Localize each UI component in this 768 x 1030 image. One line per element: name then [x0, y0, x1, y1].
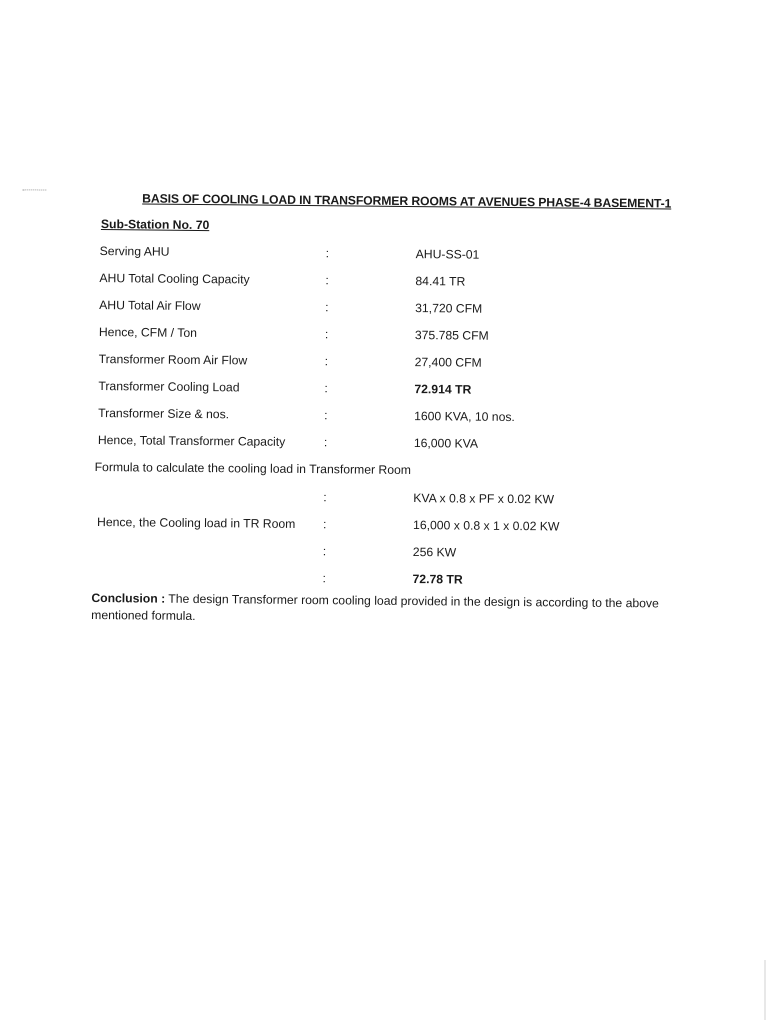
row-value: 256 KW: [412, 545, 457, 560]
row-label: Hence, CFM / Ton: [98, 325, 197, 340]
row-total-transformer-capacity: [98, 433, 698, 457]
calc-row-substitution: [97, 515, 697, 539]
row-transformer-room-air-flow: [99, 352, 699, 376]
calc-row-tr-result: [96, 569, 696, 593]
row-colon: :: [322, 571, 327, 586]
row-colon: :: [324, 327, 329, 342]
row-transformer-cooling-load: [98, 379, 698, 403]
row-label: Hence, Total Transformer Capacity: [97, 433, 286, 449]
row-ahu-air-flow: [99, 298, 699, 322]
row-value: KVA x 0.8 x PF x 0.02 KW: [413, 491, 555, 507]
row-value: 16,000 KVA: [413, 436, 479, 451]
calc-row-formula: [97, 488, 697, 512]
row-colon: :: [322, 544, 327, 559]
row-label: AHU Total Air Flow: [99, 298, 201, 314]
row-label: AHU Total Cooling Capacity: [99, 271, 250, 287]
row-colon: :: [325, 246, 330, 261]
row-colon: :: [323, 490, 327, 505]
row-serving-ahu: [100, 244, 700, 268]
row-label: Hence, the Cooling load in TR Room: [97, 515, 296, 531]
row-label: Transformer Size & nos.: [98, 406, 230, 422]
row-value: 375.785 CFM: [414, 328, 489, 343]
conclusion-label: Conclusion :: [91, 590, 166, 606]
scan-edge-mark: [764, 960, 766, 1020]
row-colon: :: [325, 300, 329, 315]
row-label: Transformer Room Air Flow: [98, 352, 248, 368]
row-value: AHU-SS-01: [415, 247, 480, 262]
row-cfm-per-ton: [99, 325, 699, 349]
row-value: 16,000 x 0.8 x 1 x 0.02 KW: [413, 518, 560, 534]
formula-heading: Formula to calculate the cooling load in Transformer Room: [94, 459, 412, 478]
row-colon: :: [324, 408, 328, 423]
row-value: 1600 KVA, 10 nos.: [414, 409, 515, 425]
conclusion-text: The design Transformer room cooling load provided in the design is according to the above mentioned formula.: [91, 591, 659, 623]
document-title: BASIS OF COOLING LOAD IN TRANSFORMER ROOMS AT AVENUES PHASE-4 BASEMENT-1: [142, 191, 672, 211]
row-colon: :: [324, 354, 329, 369]
row-value: 72.914 TR: [414, 382, 472, 397]
row-value: 84.41 TR: [415, 274, 466, 289]
scan-speck: [22, 189, 46, 192]
row-transformer-size: [98, 406, 698, 430]
row-colon: :: [324, 381, 328, 396]
row-value: 27,400 CFM: [414, 355, 482, 370]
row-ahu-cooling-capacity: [99, 271, 699, 295]
row-colon: :: [325, 273, 329, 288]
row-label: Serving AHU: [99, 244, 170, 259]
row-value: 72.78 TR: [412, 572, 463, 587]
row-colon: :: [323, 435, 328, 450]
row-label: Transformer Cooling Load: [98, 379, 240, 395]
row-value: 31,720 CFM: [415, 301, 483, 316]
calc-row-kw: [97, 542, 697, 566]
substation-heading: Sub-Station No. 70: [100, 217, 210, 233]
conclusion-paragraph: [91, 590, 691, 630]
row-colon: :: [323, 517, 327, 532]
